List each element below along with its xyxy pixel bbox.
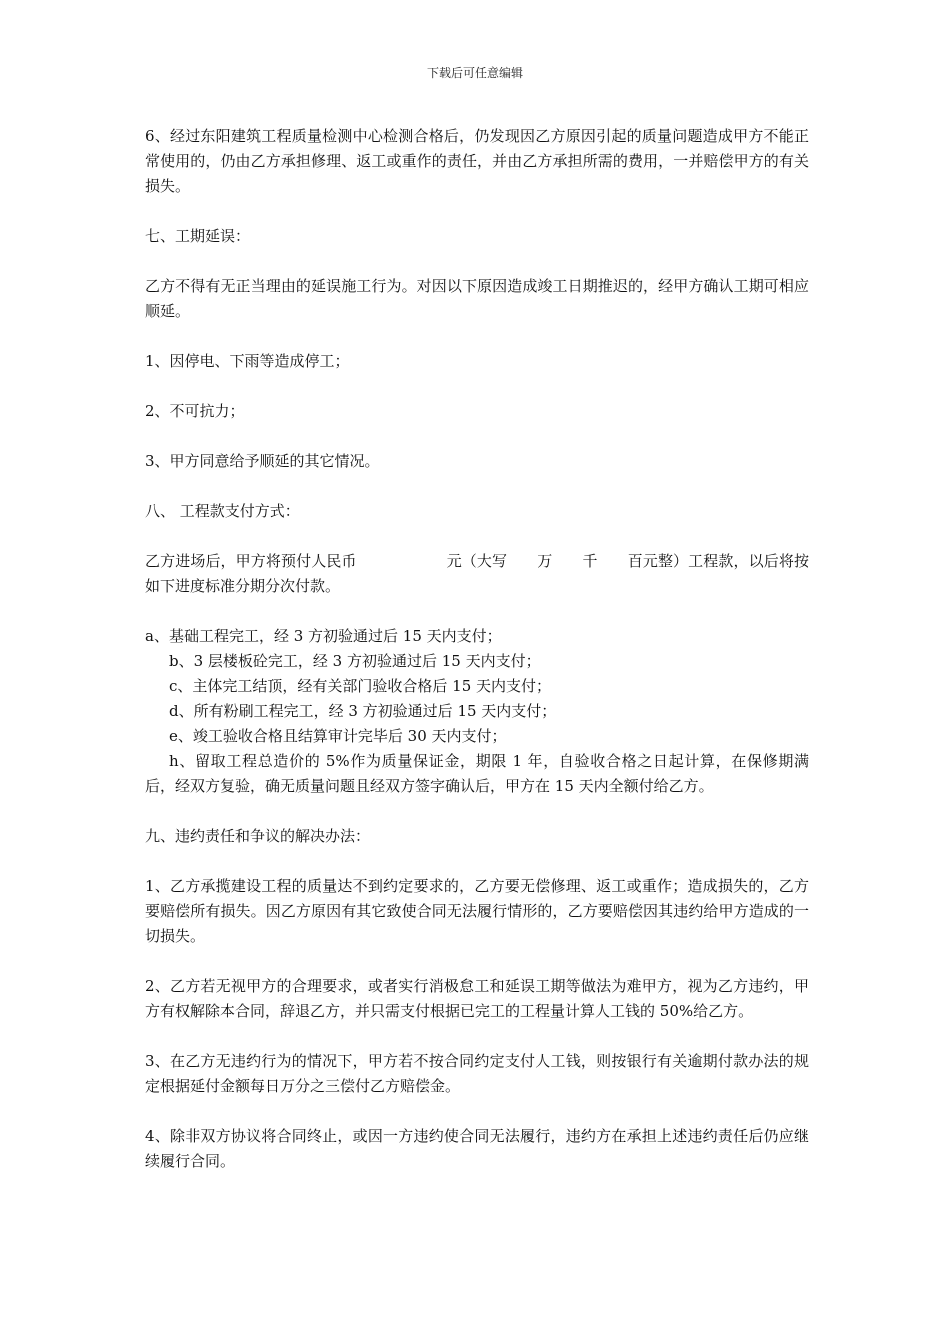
section-8-intro bbox=[145, 549, 809, 599]
payment-item-c: c、主体完工结顶，经有关部门验收合格后 15 天内支付； bbox=[169, 677, 552, 695]
payment-item-a: a、基础工程完工，经 3 方初验通过后 15 天内支付； bbox=[145, 627, 502, 645]
yuan-text: 元（大写 bbox=[446, 552, 508, 570]
qian-text: 千 bbox=[582, 552, 598, 570]
section-9-item-4: 4、除非双方协议将合同终止，或因一方违约使合同无法履行，违约方在承担上述违约责任后仍应继续履行合同。 bbox=[145, 1127, 809, 1170]
section-9-item-1: 1、乙方承揽建设工程的质量达不到约定要求的，乙方要无偿修理、返工或重作；造成损失的，乙方要赔偿所有损失。因乙方原因有其它致使合同无法履行情形的，乙方要赔偿因其违约给甲方造成的一切损失。 bbox=[145, 877, 809, 945]
installment-text: 百元整）工程款，以后将按如下进度标准分期分次付款。 bbox=[145, 552, 809, 595]
section-8-title: 八、 工程款支付方式： bbox=[145, 502, 300, 520]
clause-6: 6、经过东阳建筑工程质量检测中心检测合格后，仍发现因乙方原因引起的质量问题造成甲方不能正常使用的，仍由乙方承担修理、返工或重作的责任，并由乙方承担所需的费用，一并赔偿甲方的有关损失。 bbox=[145, 127, 809, 195]
section-7-intro: 乙方不得有无正当理由的延误施工行为。对因以下原因造成竣工日期推迟的，经甲方确认工期可相应顺延。 bbox=[145, 277, 809, 320]
section-9-item-3: 3、在乙方无违约行为的情况下，甲方若不按合同约定支付人工钱，则按银行有关逾期付款办法的规定根据延付金额每日万分之三偿付乙方赔偿金。 bbox=[145, 1052, 809, 1095]
section-7-title: 七、工期延误： bbox=[145, 227, 251, 245]
section-7-item-3: 3、甲方同意给予顺延的其它情况。 bbox=[145, 452, 380, 470]
section-7-item-2: 2、不可抗力； bbox=[145, 402, 245, 420]
payment-item-d: d、所有粉刷工程完工，经 3 方初验通过后 15 天内支付； bbox=[169, 702, 557, 720]
section-9-title: 九、违约责任和争议的解决办法： bbox=[145, 827, 371, 845]
page-header: 下载后可任意编辑 bbox=[426, 66, 523, 80]
document-body bbox=[145, 124, 809, 1199]
prepayment-text: 乙方进场后，甲方将预付人民币 bbox=[145, 552, 357, 570]
section-9-item-2: 2、乙方若无视甲方的合理要求，或者实行消极怠工和延误工期等做法为难甲方，视为乙方违约，甲方有权解除本合同，辞退乙方，并只需支付根据已完工的工程量计算人工钱的 50%给乙方。 bbox=[145, 977, 809, 1020]
payment-item-e: e、竣工验收合格且结算审计完毕后 30 天内支付； bbox=[169, 727, 507, 745]
wan-text: 万 bbox=[537, 552, 553, 570]
payment-item-h: h、留取工程总造价的 5%作为质量保证金，期限 1 年，自验收合格之日起计算，在保修期满后，经双方复验，确无质量问题且经双方签字确认后，甲方在 15 天内全额付给乙方。 bbox=[145, 752, 809, 795]
section-7-item-1: 1、因停电、下雨等造成停工； bbox=[145, 352, 350, 370]
payment-item-b: b、3 层楼板砼完工，经 3 方初验通过后 15 天内支付； bbox=[169, 652, 541, 670]
